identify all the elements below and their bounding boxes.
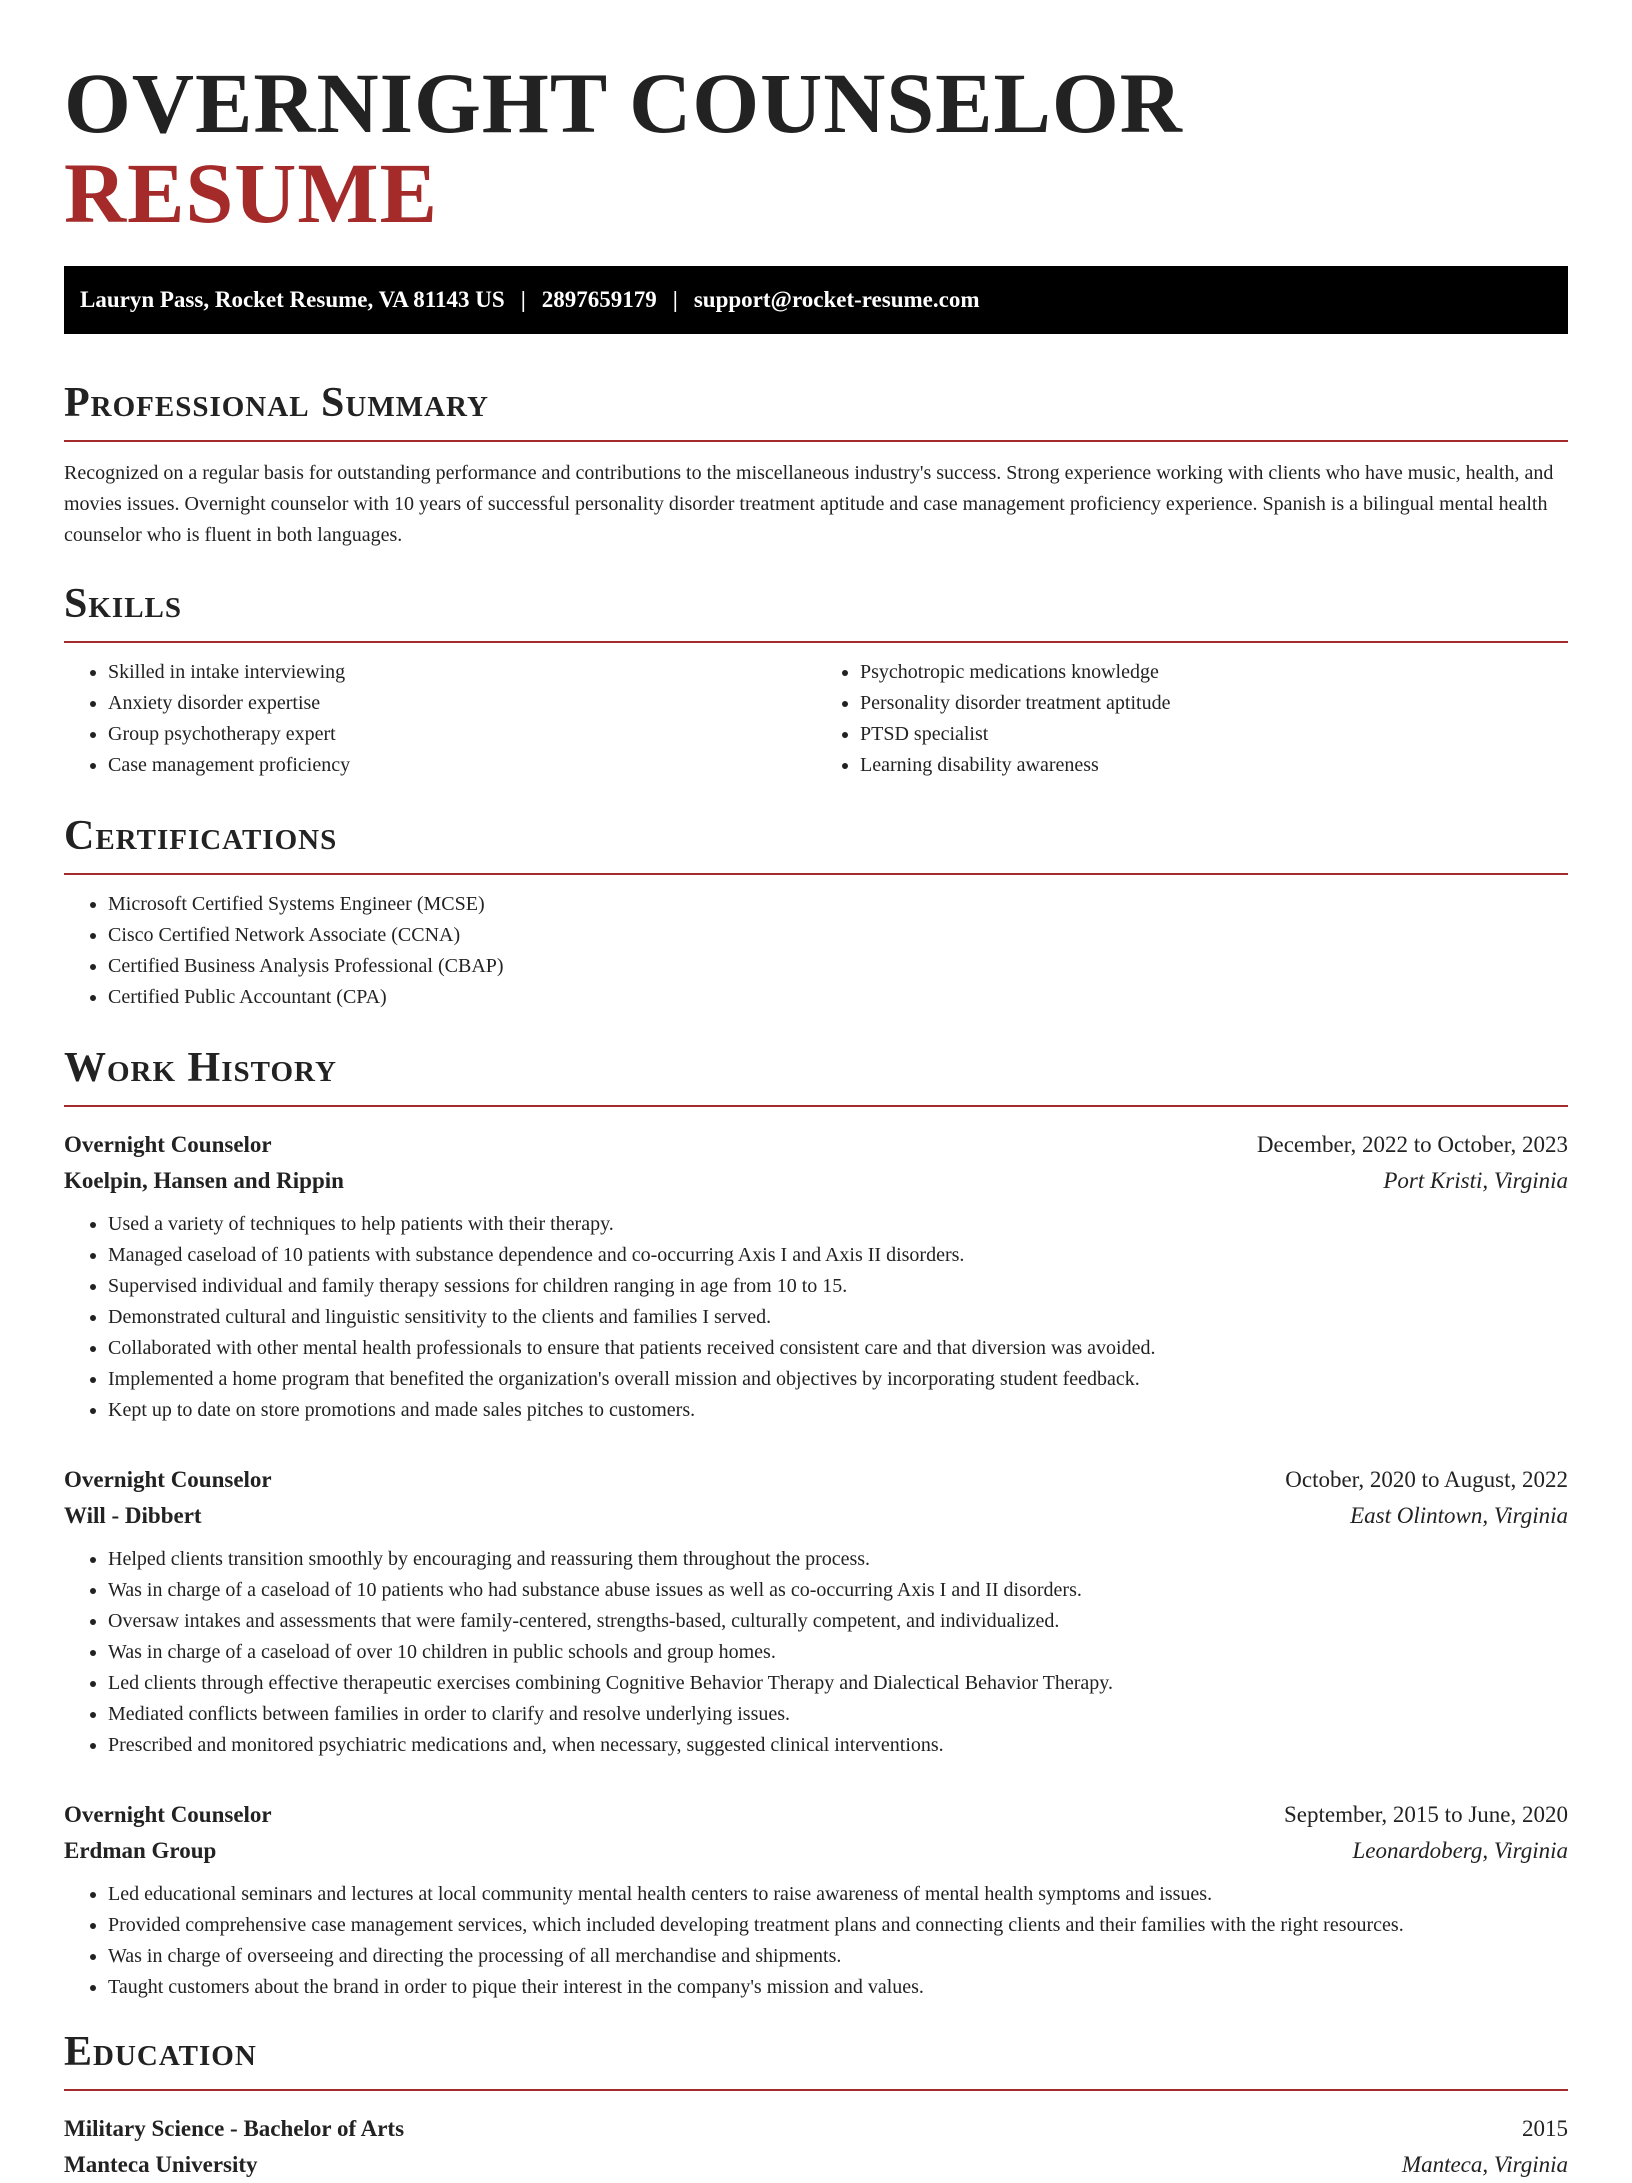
skill-item: • Anxiety disorder expertise [108, 688, 816, 719]
skill-item: • Skilled in intake interviewing [108, 657, 816, 688]
education-heading: Education [64, 2029, 1568, 2091]
education-school: Manteca University [64, 2152, 258, 2177]
skill-item: • Psychotropic medications knowledge [860, 657, 1568, 688]
job-bullet: • Helped clients transition smoothly by encouraging and reassuring them throughout the process. [108, 1544, 1568, 1575]
job-company: Erdman Group [64, 1838, 217, 1863]
job-title: Overnight Counselor [64, 1132, 272, 1157]
title-accent: RESUME [64, 145, 438, 241]
job-dates: December, 2022 to October, 2023 [1256, 1132, 1568, 1157]
job-bullets [64, 1879, 1568, 2003]
certification-item: • Certified Public Accountant (CPA) [108, 982, 1568, 1013]
title-main: OVERNIGHT COUNSELOR [64, 55, 1183, 151]
certification-item: • Cisco Certified Network Associate (CCNA) [108, 920, 1568, 951]
job-bullet: • Collaborated with other mental health professionals to ensure that patients received consistent care and that diversion was avoided. [108, 1333, 1568, 1364]
job-entry [64, 1127, 1568, 1426]
summary-text: Recognized on a regular basis for outstanding performance and contributions to the miscellaneous industry's success. Strong experience working with clients who have music, health, and movies issues. Overnight counselor with 10 years of successful personality disorder treatment aptitude and case management proficiency experience. Spanish is a bilingual mental health counselor who is fluent in both languages. [64, 462, 1554, 546]
certifications-list [64, 889, 1568, 1013]
job-bullet: • Mediated conflicts between families in order to clarify and resolve underlying issues. [108, 1699, 1568, 1730]
job-company: Koelpin, Hansen and Rippin [64, 1168, 344, 1193]
contact-address: Lauryn Pass, Rocket Resume, VA 81143 US [80, 287, 505, 312]
skills-list-right [816, 657, 1568, 781]
job-entry [64, 1797, 1568, 2003]
job-bullet: • Led educational seminars and lectures at local community mental health centers to raise awareness of mental health symptoms and issues. [108, 1879, 1568, 1910]
job-bullets [64, 1209, 1568, 1426]
contact-phone: 2897659179 [541, 287, 657, 312]
skill-item: • Group psychotherapy expert [108, 719, 816, 750]
contact-separator: | [520, 287, 526, 312]
job-bullet: • Was in charge of overseeing and directing the processing of all merchandise and shipments. [108, 1941, 1568, 1972]
job-dates: September, 2015 to June, 2020 [1284, 1802, 1568, 1827]
job-bullet: • Kept up to date on store promotions and made sales pitches to customers. [108, 1395, 1568, 1426]
job-bullets [64, 1544, 1568, 1761]
skill-item: • Case management proficiency [108, 750, 816, 781]
skill-item: • PTSD specialist [860, 719, 1568, 750]
education-location: Manteca, Virginia [1401, 2152, 1568, 2177]
job-dates: October, 2020 to August, 2022 [1285, 1467, 1568, 1492]
contact-email: support@rocket-resume.com [693, 287, 980, 312]
education-degree: Military Science - Bachelor of Arts [64, 2116, 405, 2141]
job-title: Overnight Counselor [64, 1802, 272, 1827]
job-location: East Olintown, Virginia [1350, 1503, 1568, 1528]
education-entry [64, 2111, 1568, 2183]
job-location: Port Kristi, Virginia [1383, 1168, 1568, 1193]
skills-heading: Skills [64, 581, 1568, 643]
certification-item: • Certified Business Analysis Professional (CBAP) [108, 951, 1568, 982]
summary-heading: Professional Summary [64, 380, 1568, 442]
certification-item: • Microsoft Certified Systems Engineer (MCSE) [108, 889, 1568, 920]
contact-separator: | [672, 287, 678, 312]
job-bullet: • Implemented a home program that benefited the organization's overall mission and objectives by incorporating student feedback. [108, 1364, 1568, 1395]
job-bullet: • Provided comprehensive case management services, which included developing treatment plans and connecting clients and their families with the right resources. [108, 1910, 1568, 1941]
job-bullet: • Led clients through effective therapeutic exercises combining Cognitive Behavior Therapy and Dialectical Behavior Therapy. [108, 1668, 1568, 1699]
job-bullet: • Was in charge of a caseload of over 10 children in public schools and group homes. [108, 1637, 1568, 1668]
work-history-heading: Work History [64, 1045, 1568, 1107]
job-bullet: • Oversaw intakes and assessments that were family-centered, strengths-based, culturally competent, and individualized. [108, 1606, 1568, 1637]
job-title: Overnight Counselor [64, 1467, 272, 1492]
job-bullet: • Taught customers about the brand in order to pique their interest in the company's mission and values. [108, 1972, 1568, 2003]
certifications-heading: Certifications [64, 813, 1568, 875]
skill-item: • Personality disorder treatment aptitude [860, 688, 1568, 719]
job-bullet: • Prescribed and monitored psychiatric medications and, when necessary, suggested clinical interventions. [108, 1730, 1568, 1761]
job-bullet: • Demonstrated cultural and linguistic sensitivity to the clients and families I served. [108, 1302, 1568, 1333]
resume-title [64, 55, 1568, 241]
job-bullet: • Managed caseload of 10 patients with substance dependence and co-occurring Axis I and Axis II disorders. [108, 1240, 1568, 1271]
skills-list-left [64, 657, 816, 781]
job-company: Will - Dibbert [64, 1503, 202, 1528]
job-bullet: • Was in charge of a caseload of 10 patients who had substance abuse issues as well as co-occurring Axis I and II disorders. [108, 1575, 1568, 1606]
job-bullet: • Used a variety of techniques to help patients with their therapy. [108, 1209, 1568, 1240]
education-year: 2015 [1522, 2116, 1568, 2141]
job-location: Leonardoberg, Virginia [1352, 1838, 1568, 1863]
job-entry [64, 1462, 1568, 1761]
skills-grid [64, 643, 1568, 781]
contact-bar [64, 266, 1568, 334]
skill-item: • Learning disability awareness [860, 750, 1568, 781]
job-bullet: • Supervised individual and family therapy sessions for children ranging in age from 10 to 15. [108, 1271, 1568, 1302]
